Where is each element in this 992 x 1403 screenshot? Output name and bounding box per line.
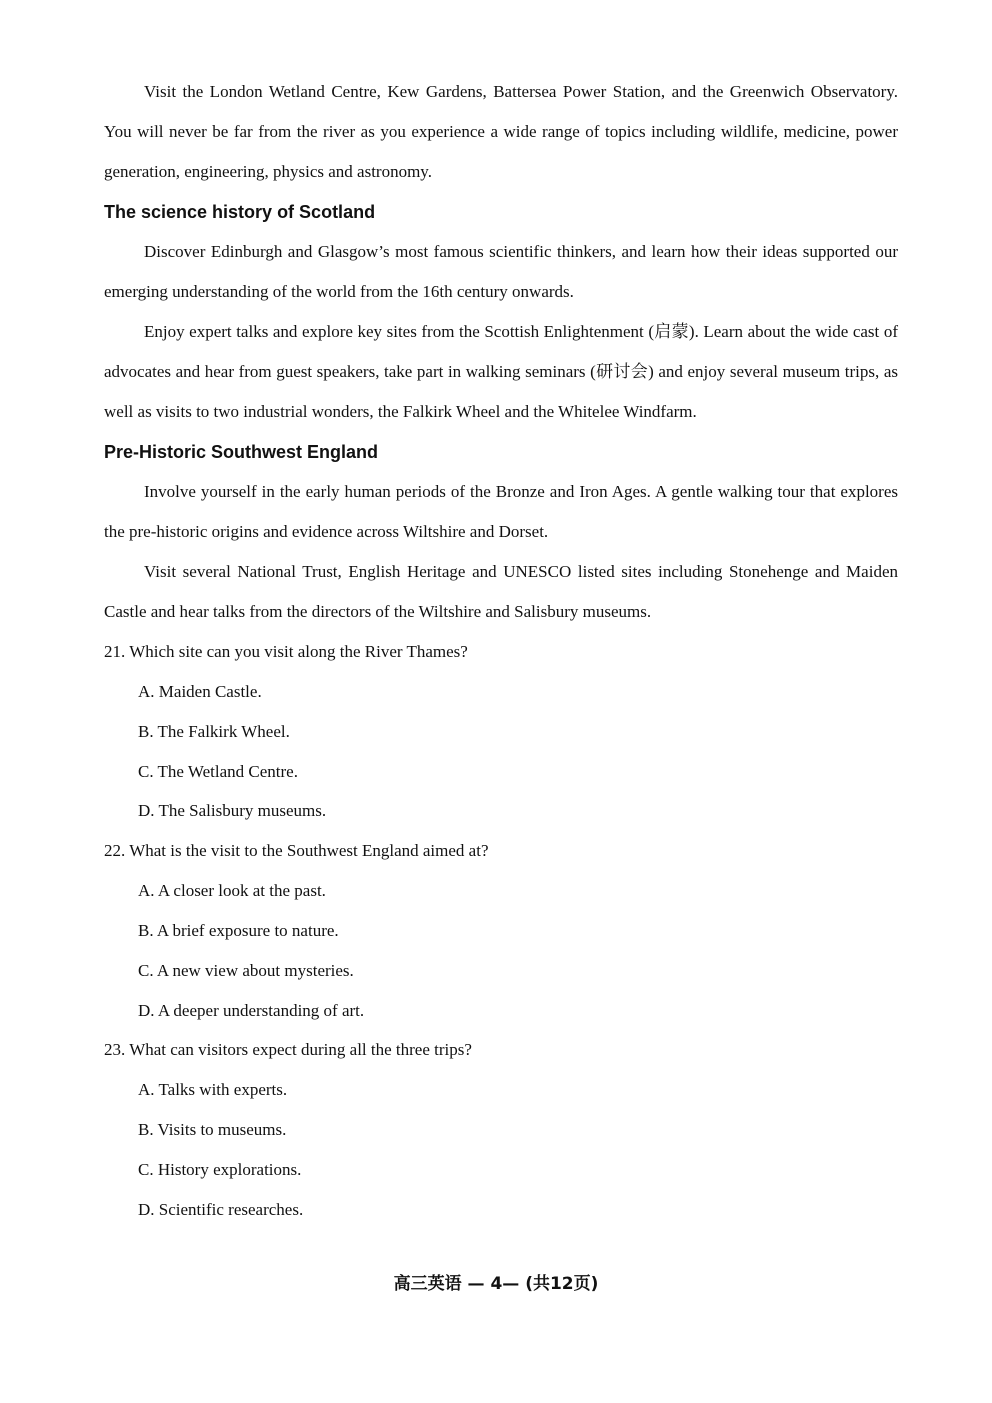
question-22 [104,831,898,1030]
option-b: B. The Falkirk Wheel. [138,721,290,741]
england-paragraph-1: Involve yourself in the early human periods of the Bronze and Iron Ages. A gentle walking tour that explores the pre-historic origins and evidence across Wiltshire and Dorset. [104,482,898,541]
option-a: A. Maiden Castle. [138,682,262,701]
intro-paragraph: Visit the London Wetland Centre, Kew Gardens, Battersea Power Station, and the Greenwich Observatory. You will never be far from the river as you experience a wide range of topics including wildlife, medicine, power generation, engineering, physics and astronomy. [104,82,898,181]
section-heading-england: Pre-Historic Southwest England [104,442,379,462]
option-a: A. A closer look at the past. [138,881,326,901]
option-d: D. A deeper understanding of art. [138,1000,365,1020]
option-d: D. Scientific researches. [138,1199,304,1219]
england-paragraph-2: Visit several National Trust, English Heritage and UNESCO listed sites including Stonehenge and Maiden Castle and hear talks from the directors of the Wiltshire and Salisbury museums. [104,562,898,621]
question-text: 23. What can visitors expect during all the three trips? [104,1040,472,1060]
scotland-paragraph-1: Discover Edinburgh and Glasgow’s most famous scientific thinkers, and learn how their ideas supported our emerging understanding of the world from the 16th century onwards. [104,242,898,301]
question-21 [104,632,898,831]
question-23 [104,1030,898,1229]
option-b: B. Visits to museums. [138,1120,287,1140]
section-heading-scotland: The science history of Scotland [104,202,376,222]
option-d: D. The Salisbury museums. [138,801,327,821]
option-a: A. Talks with experts. [138,1080,288,1100]
question-text: 22. What is the visit to the Southwest England aimed at? [104,841,489,861]
option-c: C. The Wetland Centre. [138,761,298,781]
question-text: 21. Which site can you visit along the River Thames? [104,642,468,661]
exam-page [104,72,898,1230]
option-b: B. A brief exposure to nature. [138,920,339,940]
option-c: C. History explorations. [138,1159,302,1179]
scotland-paragraph-2: Enjoy expert talks and explore key sites from the Scottish Enlightenment (启蒙). Learn about the wide cast of advocates and hear from guest speakers, take part in walking seminars (研讨会) and enjoy several museum trips, as well as visits to two industrial wonders, the Falkirk Wheel and the Whitelee Windfarm. [104,322,898,421]
option-c: C. A new view about mysteries. [138,960,354,980]
page-footer: 高三英语 — 4— (共12页) [393,1274,599,1294]
